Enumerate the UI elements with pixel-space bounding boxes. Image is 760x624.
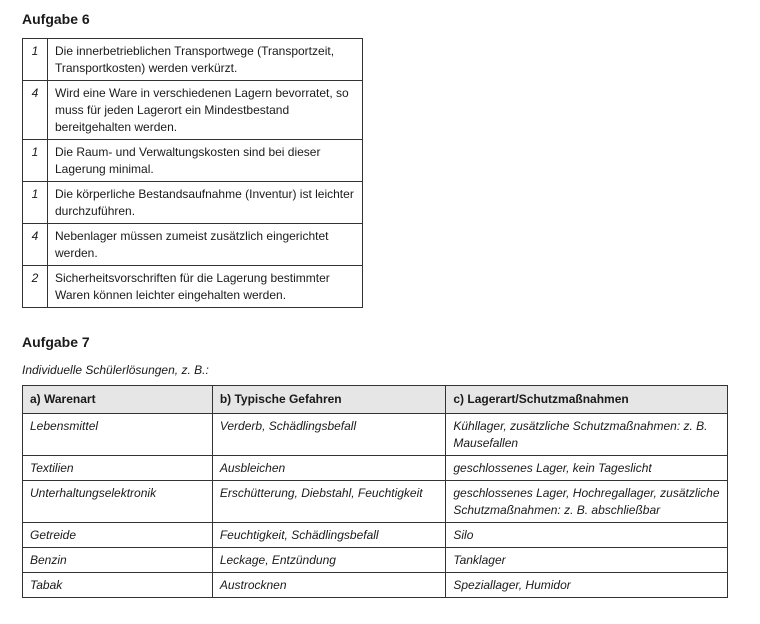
table-row xyxy=(23,548,728,573)
row-text: Sicherheitsvorschriften für die Lagerung bestimmter Waren können leichter eingehalten werden. xyxy=(48,266,363,308)
table-row xyxy=(23,573,728,598)
row-text: Nebenlager müssen zumeist zusätzlich eingerichtet werden. xyxy=(48,224,363,266)
cell-lagerart: Silo xyxy=(446,523,728,548)
cell-gefahren: Leckage, Entzündung xyxy=(212,548,446,573)
table-row xyxy=(23,456,728,481)
cell-gefahren: Austrocknen xyxy=(212,573,446,598)
cell-lagerart: Kühllager, zusätzliche Schutzmaßnahmen: z. B. Mausefallen xyxy=(446,414,728,456)
table-row xyxy=(23,39,363,81)
row-number: 1 xyxy=(23,182,48,224)
table-row xyxy=(23,140,363,182)
table-row xyxy=(23,81,363,140)
cell-warenart: Unterhaltungselektronik xyxy=(23,481,213,523)
cell-warenart: Lebensmittel xyxy=(23,414,213,456)
row-text: Wird eine Ware in verschiedenen Lagern bevorratet, so muss für jeden Lagerort ein Mindestbestand bereitgehalten werden. xyxy=(48,81,363,140)
cell-gefahren: Ausbleichen xyxy=(212,456,446,481)
aufgabe-6-heading: Aufgabe 6 xyxy=(22,11,90,27)
row-text: Die innerbetrieblichen Transportwege (Transportzeit, Transportkosten) werden verkürzt. xyxy=(48,39,363,81)
aufgabe-6-table xyxy=(22,38,363,308)
header-gefahren: b) Typische Gefahren xyxy=(212,386,446,414)
table-row xyxy=(23,182,363,224)
row-number: 1 xyxy=(23,140,48,182)
header-warenart: a) Warenart xyxy=(23,386,213,414)
table-row xyxy=(23,414,728,456)
row-number: 4 xyxy=(23,81,48,140)
row-number: 1 xyxy=(23,39,48,81)
table-row xyxy=(23,266,363,308)
aufgabe-7-table xyxy=(22,385,728,598)
header-lagerart: c) Lagerart/Schutzmaßnahmen xyxy=(446,386,728,414)
aufgabe-7-heading: Aufgabe 7 xyxy=(22,334,90,350)
table-header-row xyxy=(23,386,728,414)
cell-warenart: Tabak xyxy=(23,573,213,598)
row-number: 4 xyxy=(23,224,48,266)
cell-lagerart: Tanklager xyxy=(446,548,728,573)
cell-lagerart: Speziallager, Humidor xyxy=(446,573,728,598)
table-row xyxy=(23,481,728,523)
row-number: 2 xyxy=(23,266,48,308)
row-text: Die Raum- und Verwaltungskosten sind bei dieser Lagerung minimal. xyxy=(48,140,363,182)
cell-warenart: Getreide xyxy=(23,523,213,548)
table-row xyxy=(23,224,363,266)
row-text: Die körperliche Bestandsaufnahme (Inventur) ist leichter durchzuführen. xyxy=(48,182,363,224)
cell-gefahren: Erschütterung, Diebstahl, Feuchtigkeit xyxy=(212,481,446,523)
cell-gefahren: Feuchtigkeit, Schädlingsbefall xyxy=(212,523,446,548)
table-row xyxy=(23,523,728,548)
cell-lagerart: geschlossenes Lager, Hochregallager, zusätzliche Schutzmaßnahmen: z. B. abschließbar xyxy=(446,481,728,523)
aufgabe-7-intro: Individuelle Schülerlösungen, z. B.: xyxy=(22,363,209,377)
cell-warenart: Textilien xyxy=(23,456,213,481)
cell-warenart: Benzin xyxy=(23,548,213,573)
cell-lagerart: geschlossenes Lager, kein Tageslicht xyxy=(446,456,728,481)
cell-gefahren: Verderb, Schädlingsbefall xyxy=(212,414,446,456)
